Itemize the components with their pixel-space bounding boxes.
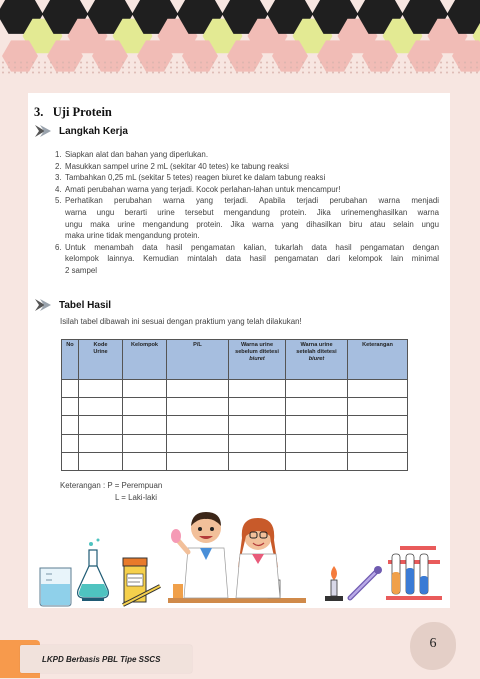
table-cell[interactable] bbox=[62, 398, 79, 416]
table-cell[interactable] bbox=[62, 434, 79, 452]
table-row bbox=[62, 380, 408, 398]
lab-illustration bbox=[28, 508, 450, 608]
table-cell[interactable] bbox=[62, 380, 79, 398]
step-number: 3. bbox=[55, 173, 62, 183]
beaker-icon bbox=[40, 568, 71, 606]
step-line: ungu maka urine mengandung protein. Jika warna yang dihasilkan biru atau selain ungu bbox=[65, 219, 439, 229]
step-number: 4. bbox=[55, 184, 62, 194]
step-line: Tambahkan 0,25 mL (sekitar 5 tetes) reagen biuret ke dalam tabung reaksi bbox=[65, 173, 326, 183]
step-line: maka urine tidak mengandung protein. bbox=[65, 231, 200, 241]
table-cell[interactable] bbox=[167, 416, 229, 434]
step-number: 2. bbox=[55, 161, 62, 171]
table-cell[interactable] bbox=[229, 416, 286, 434]
table-cell[interactable] bbox=[348, 398, 408, 416]
step-text bbox=[65, 242, 439, 277]
step-line: Amati perubahan warna yang terjadi. Kocok perlahan-lahan untuk mencampur! bbox=[65, 184, 341, 194]
header-warna-sebelum: Warna urine sebelum ditetesi biuret bbox=[229, 340, 286, 380]
steps-list bbox=[55, 149, 439, 277]
header-kelompok: Kelompok bbox=[123, 340, 167, 380]
table-cell[interactable] bbox=[286, 452, 348, 470]
table-cell[interactable] bbox=[286, 416, 348, 434]
table-cell[interactable] bbox=[229, 434, 286, 452]
dropper-icon bbox=[350, 566, 382, 598]
table-cell[interactable] bbox=[123, 416, 167, 434]
table-cell[interactable] bbox=[348, 380, 408, 398]
table-cell[interactable] bbox=[123, 380, 167, 398]
step-line: warna ungu berarti urine tersebut mengandung protein. Jika urinemenghasilkan warna bbox=[65, 207, 439, 217]
step-number: 6. bbox=[55, 242, 62, 252]
table-cell[interactable] bbox=[286, 398, 348, 416]
step-item bbox=[55, 149, 439, 161]
table-cell[interactable] bbox=[123, 434, 167, 452]
step-text bbox=[65, 195, 439, 241]
worksheet-page bbox=[28, 93, 450, 608]
table-cell[interactable] bbox=[79, 380, 123, 398]
step-line: Masukkan sampel urine 2 mL (sekitar 40 tetes) ke tabung reaksi bbox=[65, 161, 289, 171]
result-table bbox=[61, 339, 408, 471]
step-line: Siapkan alat dan bahan yang diperlukan. bbox=[65, 150, 209, 159]
table-cell[interactable] bbox=[229, 380, 286, 398]
step-item bbox=[55, 161, 439, 173]
step-number: 1. bbox=[55, 150, 62, 159]
step-line: Perhatikan perubahan warna yang terjadi. Apabila terjadi perubahan warna menjadi bbox=[65, 196, 439, 206]
legend-line-1: Keterangan : P = Perempuan bbox=[60, 481, 163, 490]
table-cell[interactable] bbox=[286, 380, 348, 398]
table-cell[interactable] bbox=[348, 434, 408, 452]
step-text bbox=[65, 172, 439, 184]
section-number: 3. bbox=[34, 105, 44, 119]
table-cell[interactable] bbox=[62, 416, 79, 434]
section-title-text: Uji Protein bbox=[52, 105, 112, 119]
table-cell[interactable] bbox=[123, 398, 167, 416]
table-cell[interactable] bbox=[79, 452, 123, 470]
test-tube-rack-icon bbox=[386, 546, 442, 600]
table-heading bbox=[34, 298, 111, 312]
step-item bbox=[55, 195, 439, 241]
table-cell[interactable] bbox=[167, 398, 229, 416]
table-cell[interactable] bbox=[286, 434, 348, 452]
arrow-bullet-icon bbox=[34, 124, 54, 138]
table-cell[interactable] bbox=[167, 452, 229, 470]
table-cell[interactable] bbox=[229, 452, 286, 470]
table-cell[interactable] bbox=[79, 398, 123, 416]
step-item bbox=[55, 242, 439, 277]
legend bbox=[60, 480, 162, 504]
header-pl: P/L bbox=[167, 340, 229, 380]
table-cell[interactable] bbox=[348, 416, 408, 434]
arrow-bullet-icon bbox=[34, 298, 54, 312]
step-text bbox=[65, 161, 439, 173]
table-row bbox=[62, 416, 408, 434]
header-hexagon-pattern bbox=[0, 0, 480, 78]
footer-label: LKPD Berbasis PBL Tipe SSCS bbox=[42, 655, 161, 664]
header-keterangan: Keterangan bbox=[348, 340, 408, 380]
table-row bbox=[62, 434, 408, 452]
legend-line-2: L = Laki-laki bbox=[115, 493, 158, 502]
table-cell[interactable] bbox=[167, 434, 229, 452]
step-text bbox=[65, 184, 439, 196]
step-line: 2 sampel bbox=[65, 265, 98, 275]
step-text bbox=[65, 149, 439, 161]
table-cell[interactable] bbox=[79, 416, 123, 434]
dot-pattern bbox=[0, 60, 480, 74]
table-cell[interactable] bbox=[229, 398, 286, 416]
table-cell[interactable] bbox=[79, 434, 123, 452]
table-instruction: Isilah tabel dibawah ini sesuai dengan praktium yang telah dilakukan! bbox=[60, 317, 302, 326]
page-number: 6 bbox=[429, 636, 437, 651]
section-title bbox=[34, 105, 112, 120]
header-no: No bbox=[62, 340, 79, 380]
step-item bbox=[55, 184, 439, 196]
table-cell[interactable] bbox=[123, 452, 167, 470]
steps-heading-text: Langkah Kerja bbox=[59, 125, 128, 137]
flask-icon bbox=[78, 539, 109, 602]
table-header-row bbox=[62, 340, 408, 380]
step-line: Untuk menambah data hasil pengamatan kalian, tukarlah data hasil pengamatan dengan bbox=[65, 242, 439, 252]
table-row bbox=[62, 398, 408, 416]
steps-heading bbox=[34, 124, 128, 138]
table-row bbox=[62, 452, 408, 470]
table-cell[interactable] bbox=[348, 452, 408, 470]
header-warna-setelah: Warna urine setelah ditetesi biuret bbox=[286, 340, 348, 380]
table-heading-text: Tabel Hasil bbox=[59, 299, 112, 311]
step-item bbox=[55, 172, 439, 184]
table-cell[interactable] bbox=[167, 380, 229, 398]
step-line: kelompok lainnya. Kemudian mintalah data hasil pengamatan dari kelompok lain minimal bbox=[65, 254, 439, 264]
header-kode-urine: Kode Urine bbox=[79, 340, 123, 380]
step-number: 5. bbox=[55, 196, 62, 206]
table-body bbox=[62, 380, 408, 471]
table-cell[interactable] bbox=[62, 452, 79, 470]
girl-scientist-icon bbox=[236, 518, 280, 598]
burner-icon bbox=[325, 566, 343, 601]
